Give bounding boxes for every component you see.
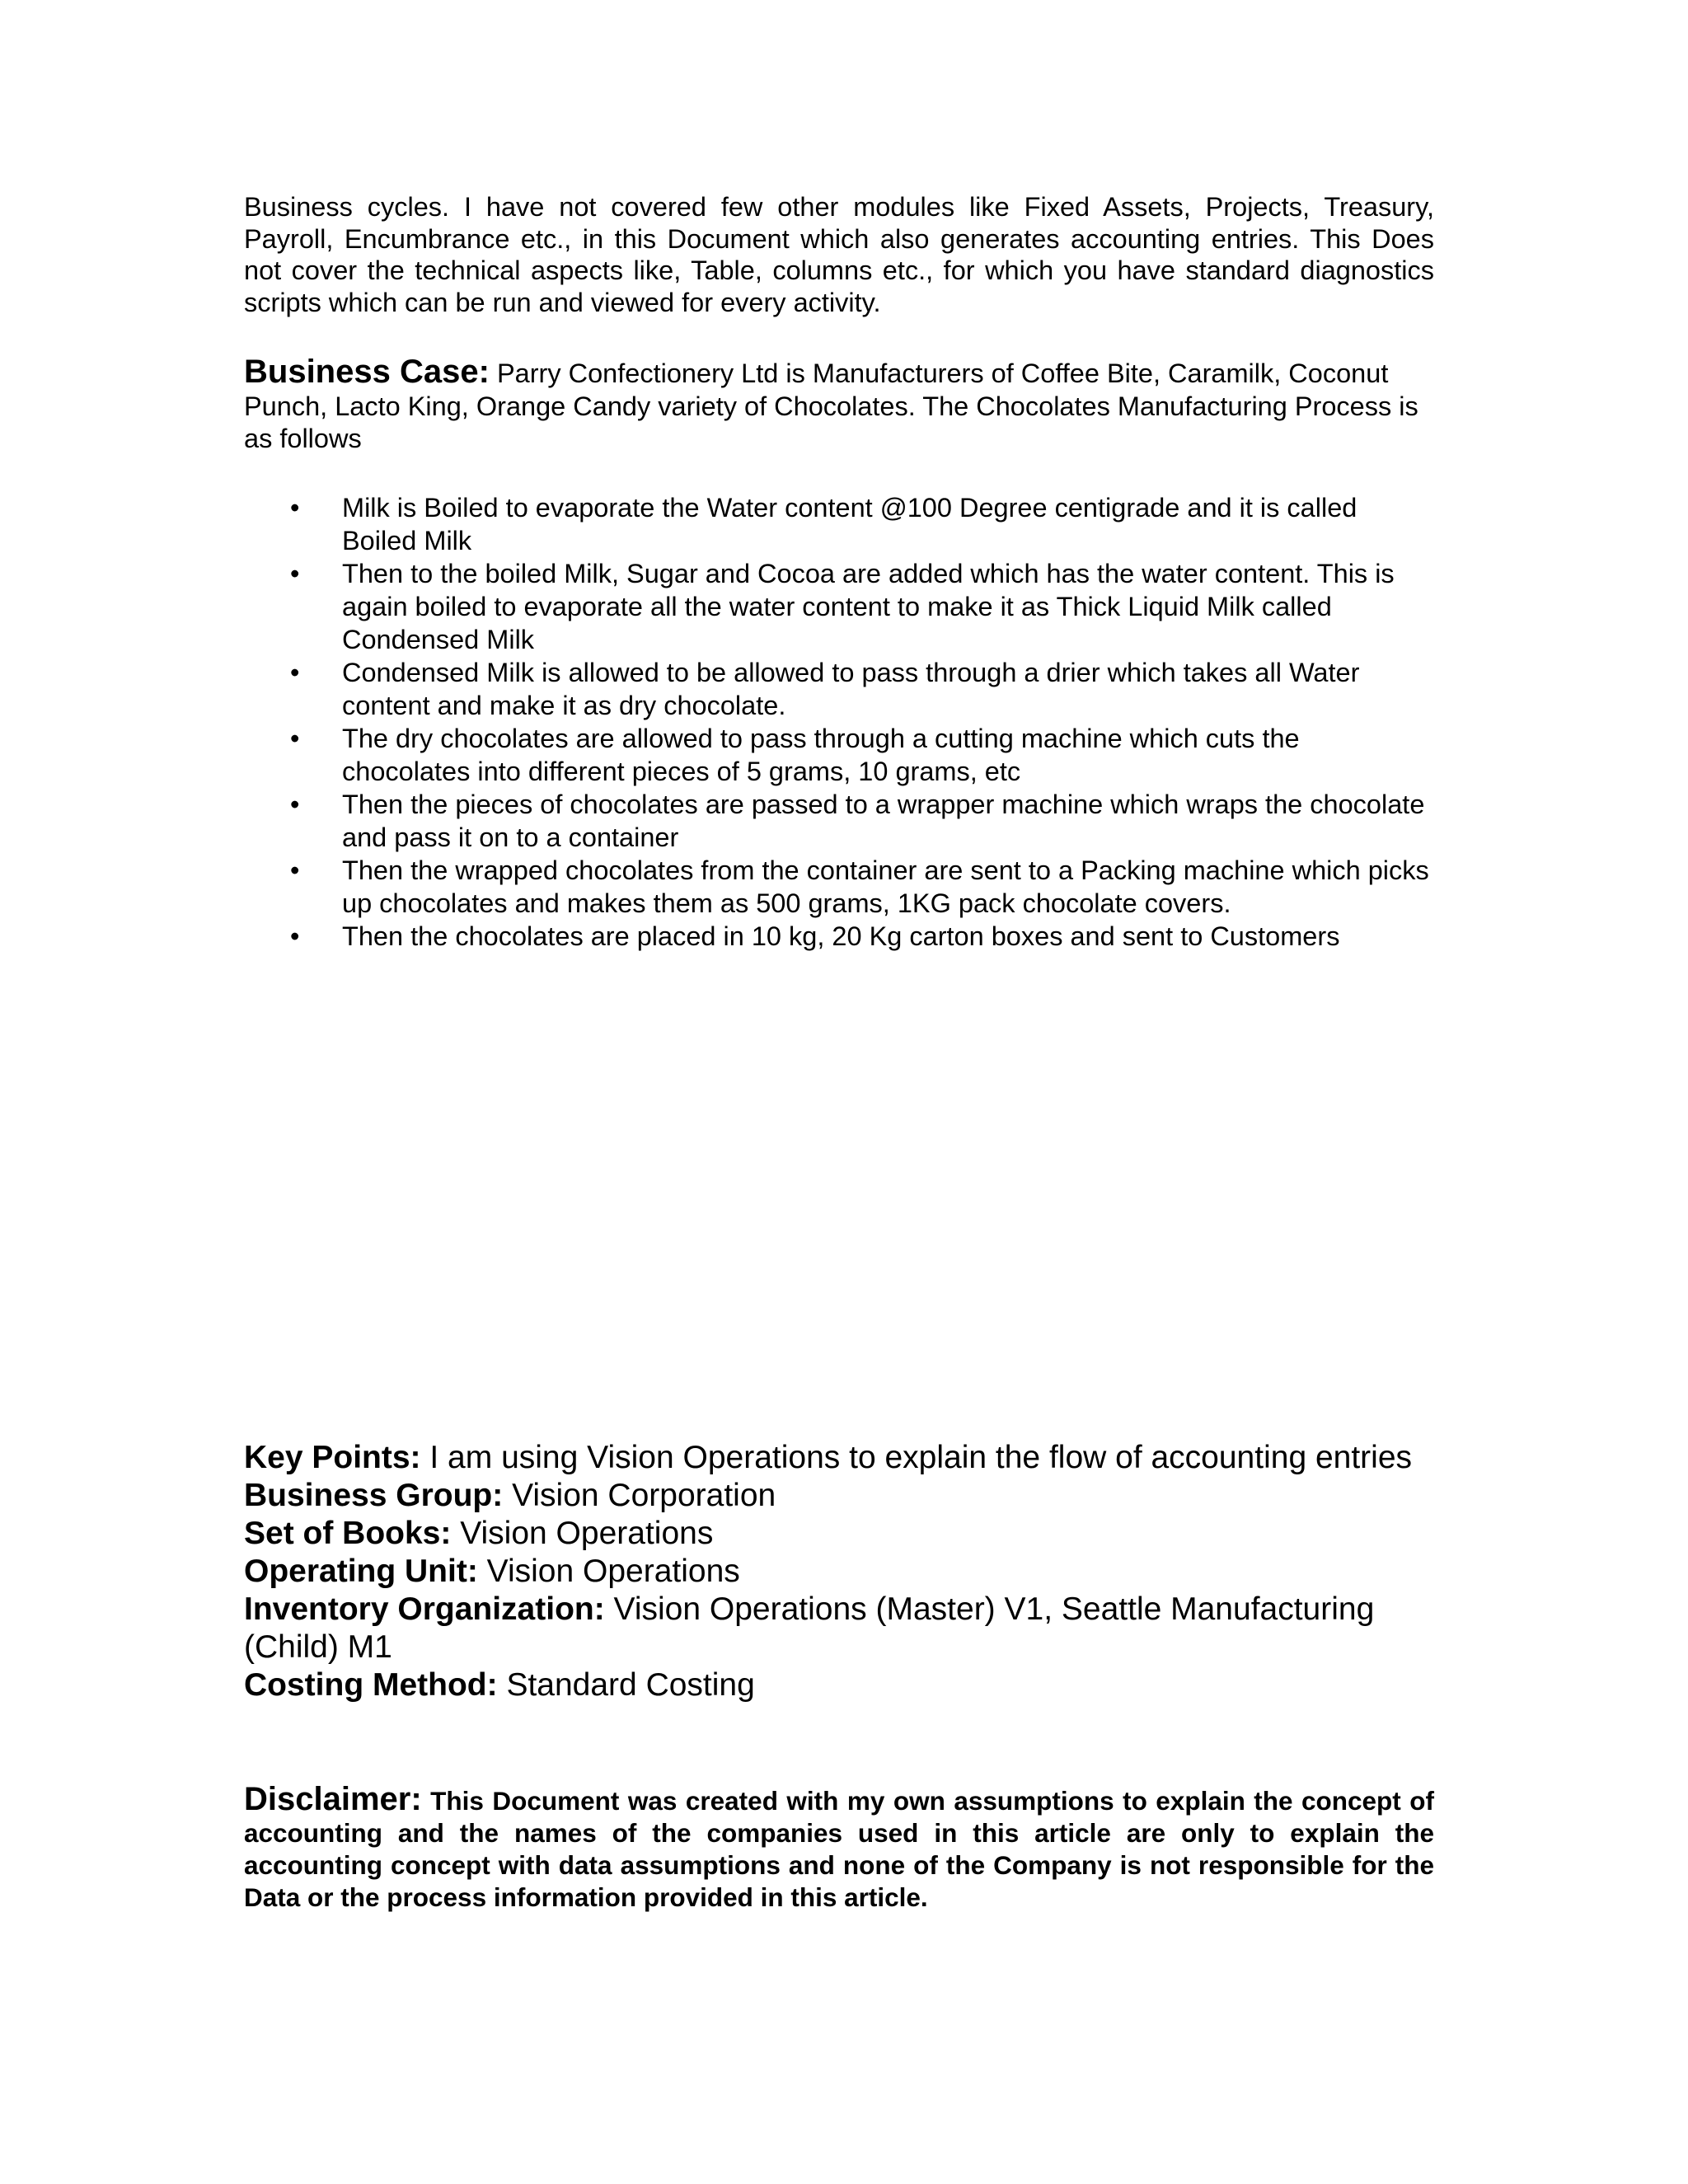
disclaimer-text: This Document was created with my own assumptions to explain the concept of accounting and the names of the companies used in this article are only to explain the accounting concept with data assumptions and none of the Company is not responsible for the Data or the process information provided in this article. xyxy=(244,1786,1434,1912)
list-item-text: Then the chocolates are placed in 10 kg, 20 Kg carton boxes and sent to Customers xyxy=(342,921,1340,951)
key-points-value: I am using Vision Operations to explain the flow of accounting entries xyxy=(429,1440,1413,1475)
business-case-label: Business Case: xyxy=(244,354,490,390)
bullet-icon: • xyxy=(290,921,300,951)
list-item-text: The dry chocolates are allowed to pass through a cutting machine which cuts the chocolates into different pieces of 5 grams, 10 grams, etc xyxy=(342,724,1300,786)
bullet-icon: • xyxy=(290,790,300,819)
key-points-row xyxy=(244,1439,1434,1477)
set-of-books-row xyxy=(244,1515,1434,1553)
bullet-icon: • xyxy=(290,493,300,523)
costing-method-row xyxy=(244,1666,1434,1704)
intro-paragraph: Business cycles. I have not covered few other modules like Fixed Assets, Projects, Treasury, Payroll, Encumbrance etc., in this Document which also generates accounting entries. This Does not cover the technical aspects like, Table, columns etc., for which you have standard diagnostics scripts which can be run and viewed for every activity. xyxy=(244,192,1434,317)
list-item xyxy=(244,557,1434,656)
list-item xyxy=(244,722,1434,788)
bullet-icon: • xyxy=(290,559,300,588)
process-steps-list xyxy=(244,491,1434,953)
business-case-paragraph xyxy=(244,356,1434,456)
list-item-text: Then the pieces of chocolates are passed to a wrapper machine which wraps the chocolate and pass it on to a container xyxy=(342,790,1425,852)
set-of-books-value: Vision Operations xyxy=(460,1516,714,1551)
key-points-section xyxy=(244,1439,1434,1704)
list-item xyxy=(244,788,1434,854)
business-group-value: Vision Corporation xyxy=(512,1478,776,1513)
list-item xyxy=(244,854,1434,920)
costing-method-label: Costing Method: xyxy=(244,1667,498,1703)
inventory-organization-row xyxy=(244,1591,1434,1666)
operating-unit-row xyxy=(244,1553,1434,1591)
business-case-text: Parry Confectionery Ltd is Manufacturers of Coffee Bite, Caramilk, Coconut Punch, Lacto King, Orange Candy variety of Chocolates. The Chocolates Manufacturing Process is as follows xyxy=(244,359,1418,453)
list-item xyxy=(244,656,1434,722)
list-item-text: Then to the boiled Milk, Sugar and Cocoa are added which has the water content. This is again boiled to evaporate all the water content to make it as Thick Liquid Milk called Condensed Milk xyxy=(342,559,1395,654)
list-item xyxy=(244,920,1434,953)
business-group-label: Business Group: xyxy=(244,1478,504,1513)
operating-unit-value: Vision Operations xyxy=(486,1554,740,1589)
key-points-label: Key Points: xyxy=(244,1440,421,1475)
bullet-icon: • xyxy=(290,658,300,687)
bullet-icon: • xyxy=(290,855,300,885)
business-group-row xyxy=(244,1477,1434,1515)
disclaimer-paragraph xyxy=(244,1783,1434,1914)
set-of-books-label: Set of Books: xyxy=(244,1516,452,1551)
inventory-organization-value: Vision Operations (Master) V1, Seattle Manufacturing (Child) M1 xyxy=(244,1591,1375,1665)
operating-unit-label: Operating Unit: xyxy=(244,1554,478,1589)
list-item xyxy=(244,491,1434,557)
disclaimer-label: Disclaimer: xyxy=(244,1781,422,1817)
list-item-text: Then the wrapped chocolates from the container are sent to a Packing machine which picks up chocolates and makes them as 500 grams, 1KG pack chocolate covers. xyxy=(342,855,1429,918)
bullet-icon: • xyxy=(290,724,300,753)
list-item-text: Milk is Boiled to evaporate the Water content @100 Degree centigrade and it is called Boiled Milk xyxy=(342,493,1357,555)
list-item-text: Condensed Milk is allowed to be allowed to pass through a drier which takes all Water content and make it as dry chocolate. xyxy=(342,658,1360,720)
inventory-organization-label: Inventory Organization: xyxy=(244,1591,605,1627)
costing-method-value: Standard Costing xyxy=(506,1667,755,1703)
